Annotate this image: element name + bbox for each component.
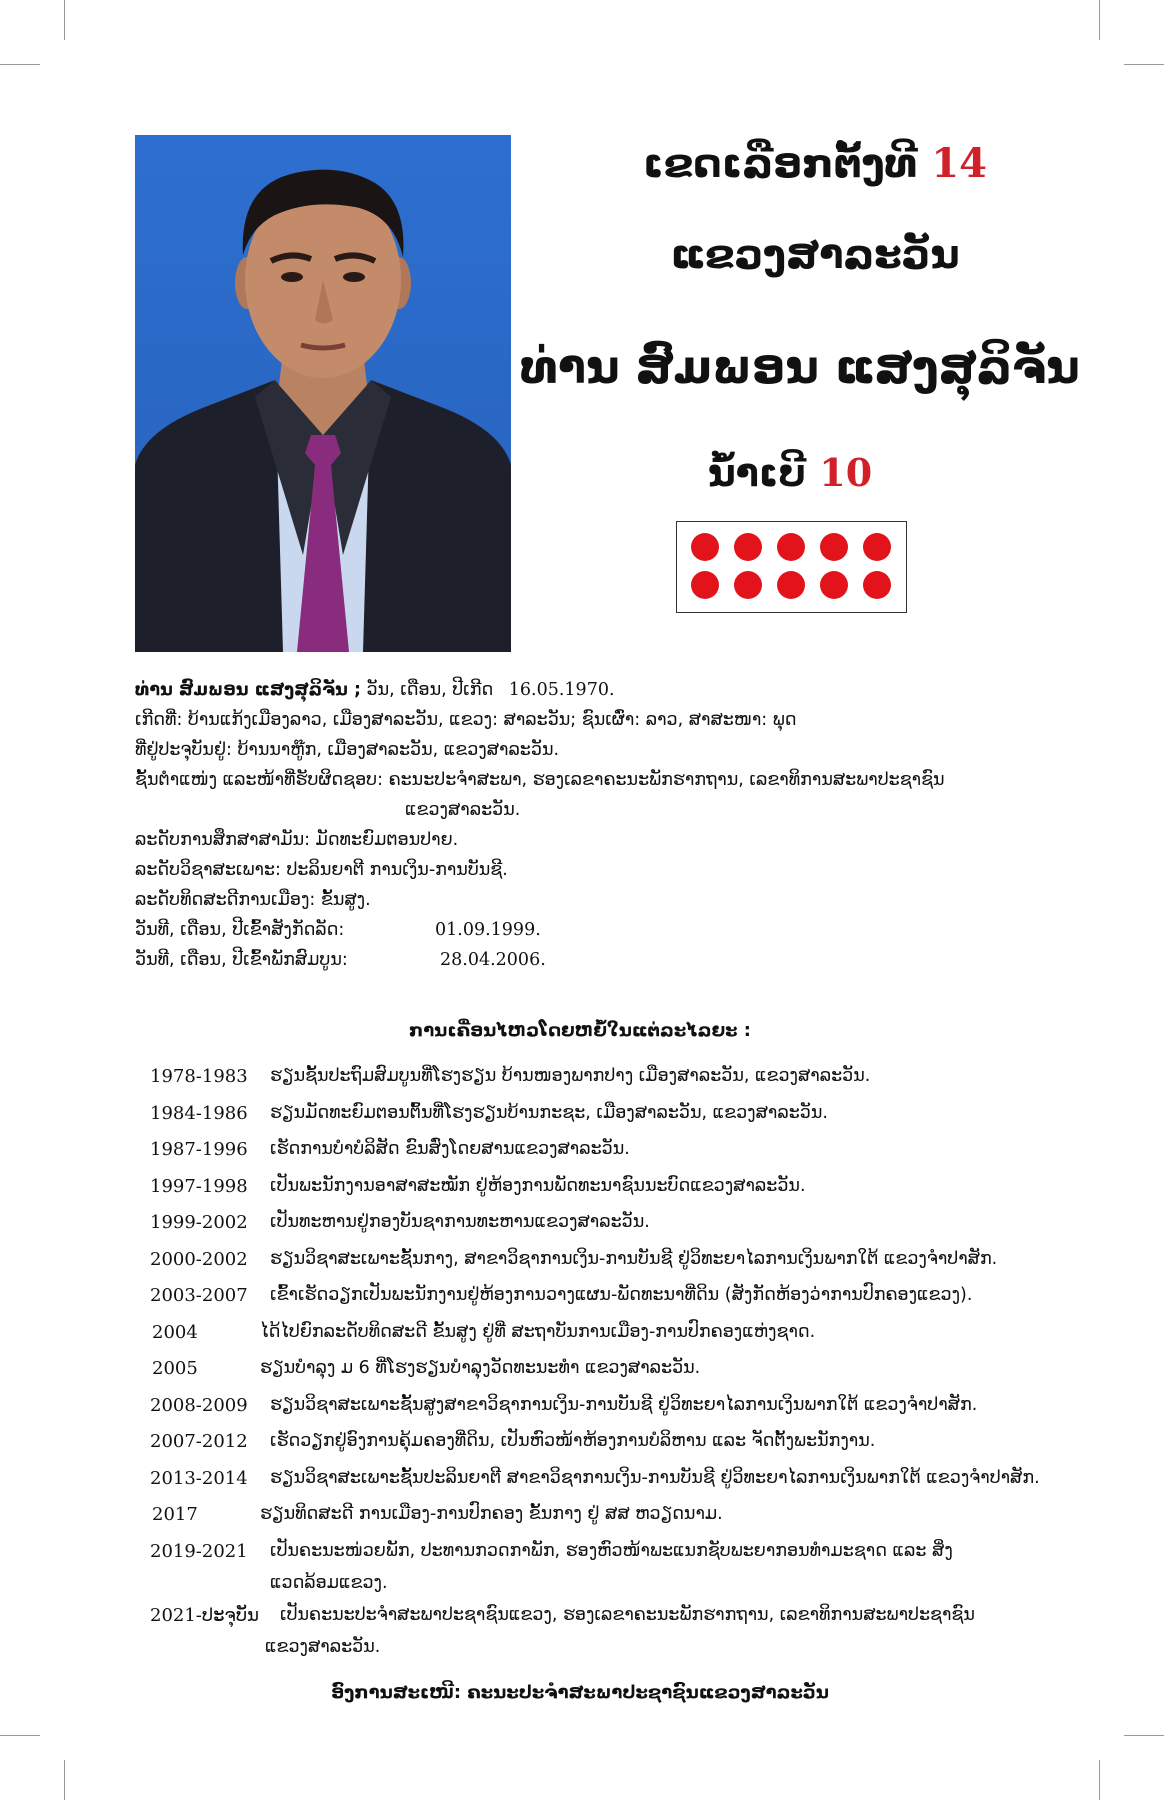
career-description: ເປັນທະຫານຢູ່ກອງບັນຊາການທະຫານແຂວງສາລະວັນ. xyxy=(270,1212,650,1232)
career-description: ຮຽນທິດສະດີ ການເມືອງ-ການປົກຄອງ ຂັ້ນກາງ ຢູ່ ສສ ຫວຽດນາມ. xyxy=(260,1504,723,1524)
career-description: ເຮັດວຽກຢູ່ອົງການຄຸ້ມຄອງທີ່ດິນ, ເປັນຫົວໜ້າຫ້ອງການບໍລິຫານ ແລະ ຈັດຕັ້ງພະນັກງານ. xyxy=(270,1431,876,1451)
career-description-cont: ແວດລ້ອມແຂວງ. xyxy=(270,1572,388,1593)
career-description: ຮຽນບໍາລຸງ ມ 6 ທີ່ໂຮງຮຽນບໍາລຸງວັດທະນະທໍາ ແຂວງສາລະວັນ. xyxy=(260,1358,701,1378)
career-section-title: ການເຄື່ອນໄຫວໂດຍຫຍໍ້ໃນແຕ່ລະໄລຍະ : xyxy=(408,1020,751,1041)
career-years: 2017 xyxy=(152,1504,198,1525)
career-years: 2021-ປະຈຸບັນ xyxy=(150,1604,259,1626)
career-years: 2004 xyxy=(152,1321,198,1343)
career-years: 1978-1983 xyxy=(150,1066,248,1087)
constituency-number: 14 xyxy=(931,140,987,187)
political-theory-line: ລະດັບທິດສະດີການເມືອງ: ຂັ້ນສູງ. xyxy=(135,890,371,910)
career-years: 2005 xyxy=(152,1358,198,1379)
dob-label: ວັນ, ເດືອນ, ປີເກີດ xyxy=(366,680,494,700)
career-description: ຮຽນວິຊາສະເພາະຊັ້ນກາງ, ສາຂາວິຊາການເງິນ-ການບັນຊີ ຢູ່ວິທະຍາໄລການເງິນພາກໃຕ້ ແຂວງຈໍາປາສັກ. xyxy=(270,1248,998,1269)
career-description: ເປັນຄະນະປະຈໍາສະພາປະຊາຊົນແຂວງ, ຮອງເລຂາຄະນະພັກຮາກຖານ, ເລຂາທິການສະພາປະຊາຊົນ xyxy=(280,1604,975,1625)
general-education-line: ລະດັບການສຶກສາສາມັນ: ມັດທະຍົມຕອນປາຍ. xyxy=(135,830,459,850)
professional-education-line: ລະດັບວິຊາສະເພາະ: ປະລິນຍາຕີ ການເງິນ-ການບັນຊີ. xyxy=(135,860,508,880)
candidate-name-heading: ທ່ານ ສົມພອນ ແສງສຸລິຈັນ xyxy=(520,340,1080,394)
career-description: ຮຽນມັດທະຍົມຕອນຕົ້ນທີ່ໂຮງຮຽນບ້ານກະຊະ, ເມືອງສາລະວັນ, ແຂວງສາລະວັນ. xyxy=(270,1102,828,1123)
career-years: 1997-1998 xyxy=(150,1175,248,1197)
career-years: 2008-2009 xyxy=(150,1394,248,1416)
career-years: 1984-1986 xyxy=(150,1102,248,1124)
ballot-label: ນໍ້າເບີ xyxy=(707,451,807,495)
career-description: ຮຽນວິຊາສະເພາະຊັ້ນປະລິນຍາຕີ ສາຂາວິຊາການເງິນ-ການບັນຊີ ຢູ່ວິທະຍາໄລການເງິນພາກໃຕ້ ແຂວງຈໍາປາສັກ. xyxy=(270,1467,1040,1488)
state-service-date: 01.09.1999. xyxy=(435,920,541,940)
career-description: ຮຽນວິຊາສະເພາະຊັ້ນສູງສາຂາວິຊາການເງິນ-ການບັນຊີ ຢູ່ວິທະຍາໄລການເງິນພາກໃຕ້ ແຂວງຈໍາປາສັກ. xyxy=(270,1394,978,1415)
profile-name: ທ່ານ ສົມພອນ ແສງສຸລິຈັນ ; xyxy=(135,680,361,700)
province-heading: ແຂວງສາລະວັນ xyxy=(670,232,960,278)
career-description: ເຮັດການບໍາບໍລິສັດ ຂົນສົ່ງໂດຍສານແຂວງສາລະວັນ. xyxy=(270,1139,630,1159)
birthplace-line: ເກີດທີ່: ບ້ານແກ້ງເມືອງລາວ, ເມືອງສາລະວັນ, ແຂວງ: ສາລະວັນ; ຊົນເຜົ່າ: ລາວ, ສາສະໜາ: ພຸດ xyxy=(135,710,797,730)
party-join-label: ວັນທີ, ເດືອນ, ປີເຂົ້າພັກສົມບູນ: xyxy=(135,950,348,970)
career-description: ເຂົ້າເຮັດວຽກເປັນພະນັກງານຢູ່ຫ້ອງການວາງແຜນ-ພັດທະນາທີ່ດິນ (ສັງກັດຫ້ອງວ່າການປົກຄອງແຂວງ). xyxy=(270,1285,973,1305)
career-years: 2013-2014 xyxy=(150,1467,248,1489)
career-description-cont: ແຂວງສາລະວັນ. xyxy=(265,1636,381,1657)
career-years: 1999-2002 xyxy=(150,1212,248,1233)
career-years: 2007-2012 xyxy=(150,1431,248,1452)
career-description: ເປັນຄະນະໜ່ວຍພັກ, ປະທານກວດກາພັກ, ຮອງຫົວໜ້າພະແນກຊັບພະຍາກອນທໍາມະຊາດ ແລະ ສິ່ງ xyxy=(270,1540,953,1561)
career-years: 1987-1996 xyxy=(150,1139,248,1160)
position-line: ຊັ້ນຕໍາແໜ່ງ ແລະໜ້າທີ່ຮັບຜິດຊອບ: ຄະນະປະຈໍາສະພາ, ຮອງເລຂາຄະນະພັກຮາກຖານ, ເລຂາທິການສະພາປະຊາຊົນ xyxy=(135,770,945,790)
nominating-body: ອົງການສະເໜີ: ຄະນະປະຈໍາສະພາປະຊາຊົນແຂວງສາລະວັນ xyxy=(331,1682,829,1703)
residence-line: ທີ່ຢູ່ປະຈຸບັນຢູ່: ບ້ານນາຫູ໊ກ, ເມືອງສາລະວັນ, ແຂວງສາລະວັນ. xyxy=(135,740,560,760)
position-line-cont: ແຂວງສາລະວັນ. xyxy=(405,800,521,820)
career-description: ຮຽນຊັ້ນປະຖົມສົມບູນທີ່ໂຮງຮຽນ ບ້ານໜອງພາກປາງ ເມືອງສາລະວັນ, ແຂວງສາລະວັນ. xyxy=(270,1066,871,1086)
constituency-label: ເຂດເລືອກຕັ້ງທີ xyxy=(643,141,918,187)
dob-value: 16.05.1970. xyxy=(508,680,615,700)
state-service-label: ວັນທີ, ເດືອນ, ປີເຂົ້າສັງກັດລັດ: xyxy=(135,920,345,940)
career-years: 2000-2002 xyxy=(150,1248,248,1270)
career-description: ໄດ້ໄປຍົກລະດັບທິດສະດີ ຂັ້ນສູງ ຢູ່ທີ່ ສະຖາບັນການເມືອງ-ການປົກຄອງແຫ່ງຊາດ. xyxy=(260,1321,816,1342)
career-years: 2019-2021 xyxy=(150,1540,248,1562)
ballot-number: 10 xyxy=(819,450,873,495)
party-join-date: 28.04.2006. xyxy=(440,950,546,970)
career-years: 2003-2007 xyxy=(150,1285,248,1306)
career-description: ເປັນພະນັກງານອາສາສະໝັກ ຢູ່ຫ້ອງການພັດທະນາຊົນນະບົດແຂວງສາລະວັນ. xyxy=(270,1175,806,1196)
